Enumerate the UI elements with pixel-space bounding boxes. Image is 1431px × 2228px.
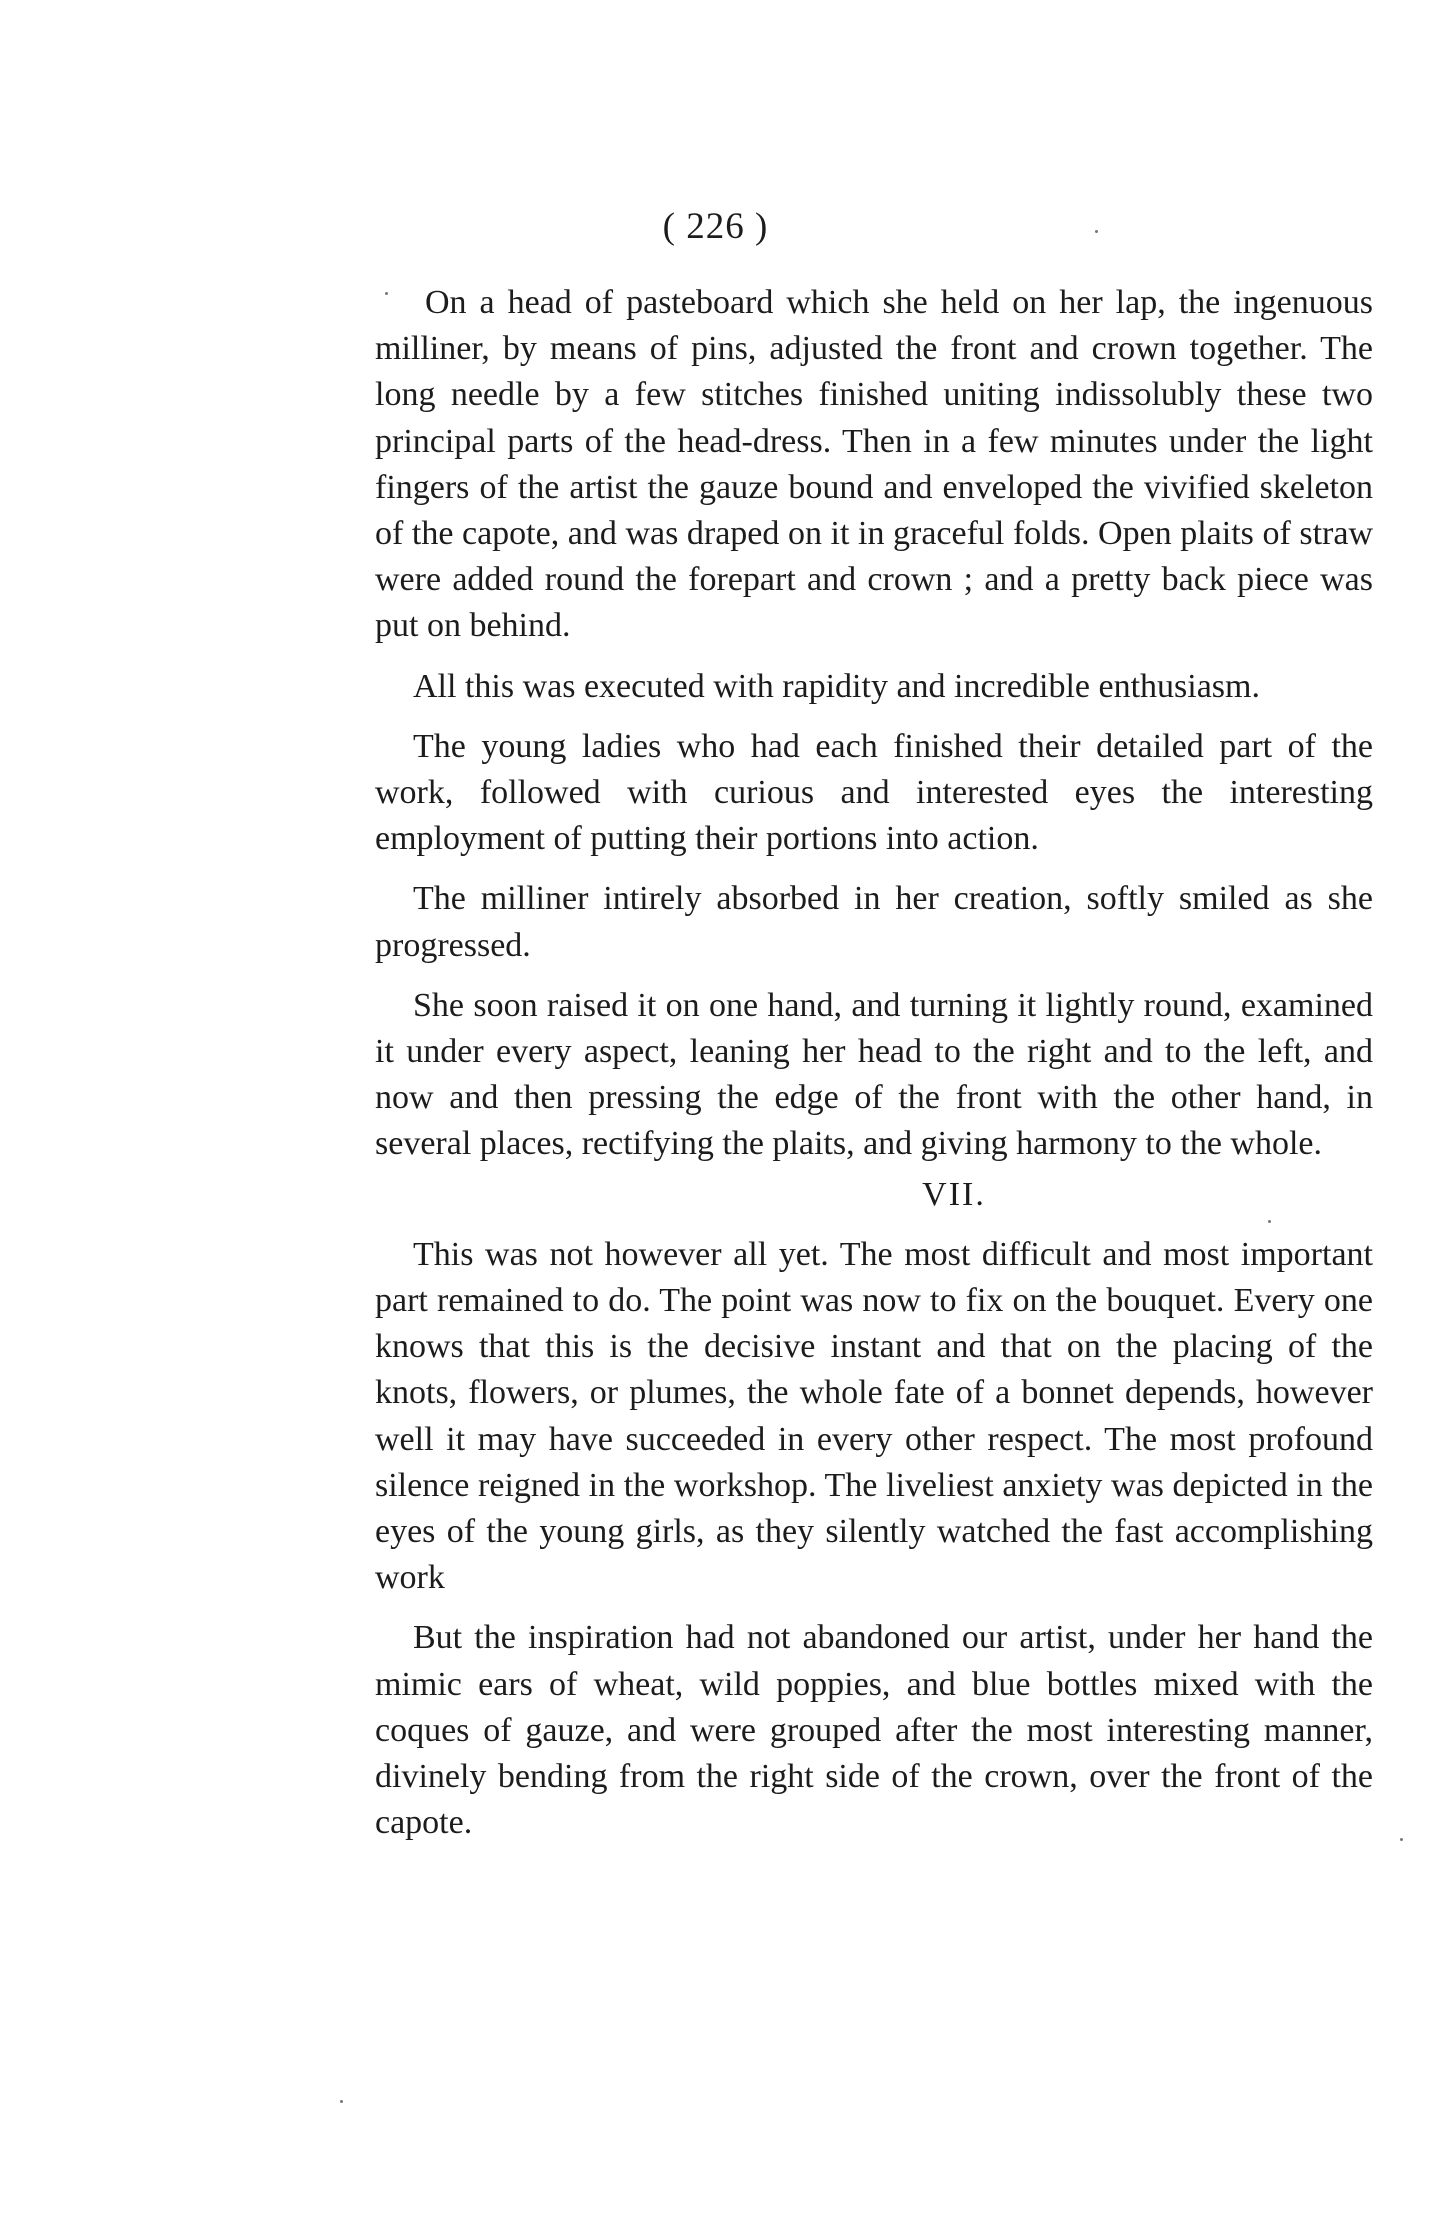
paragraph: This was not however all yet. The most difficult and most important part remained to do. The point was now to fix on the bouquet. Every one knows that this is the decisive instant and that on the placing of the knots, flowers, or plumes, the whole fate of a bonnet depends, however well it may have succeeded in every other respect. The most profound silence reigned in the workshop. The liveliest anxiety was depicted in the eyes of the young girls, as they silently watched the fast accomplishing work (375, 1235, 1373, 1597)
page-number: ( 226 ) (662, 206, 769, 247)
paragraph: On a head of pasteboard which she held on her lap, the ingenuous milliner, by means of pins, adjusted the front and crown together. The long needle by a few stitches finished uniting indissolubly these two principal parts of the head-dress. Then in a few minutes under the light fingers of the artist the gauze bound and enveloped the vivified skeleton of the capote, and was draped on it in graceful folds. Open plaits of straw were added round the forepart and crown ; and a pretty back piece was put on behind. (375, 284, 1373, 645)
paragraph: All this was executed with rapidity and incredible enthusiasm. (413, 667, 1260, 705)
paper-speck (1268, 1220, 1271, 1223)
paper-speck (1400, 1838, 1403, 1841)
paragraph: She soon raised it on one hand, and turning it lightly round, examined it under every aspect, leaning her head to the right and to the left, and now and then pressing the edge of the front with the other hand, in several places, rectifying the plaits, and giving harmony to the whole. (375, 986, 1373, 1163)
paragraph: But the inspiration had not abandoned our artist, under her hand the mimic ears of wheat, wild poppies, and blue bottles mixed with the coques of gauze, and were grouped after the most interesting manner, divinely bending from the right side of the crown, over the front of the capote. (375, 1619, 1373, 1842)
paragraph: The young ladies who had each finished their detailed part of the work, followed with curious and interested eyes the interesting employment of putting their portions into action. (375, 727, 1373, 858)
body-text (375, 280, 1373, 1861)
paragraph: The milliner intirely absorbed in her creation, softly smiled as she progressed. (375, 880, 1373, 964)
paper-speck (385, 292, 388, 295)
section-heading: VII. (922, 1175, 986, 1213)
paper-speck (1095, 230, 1098, 233)
paper-speck (340, 2100, 343, 2103)
